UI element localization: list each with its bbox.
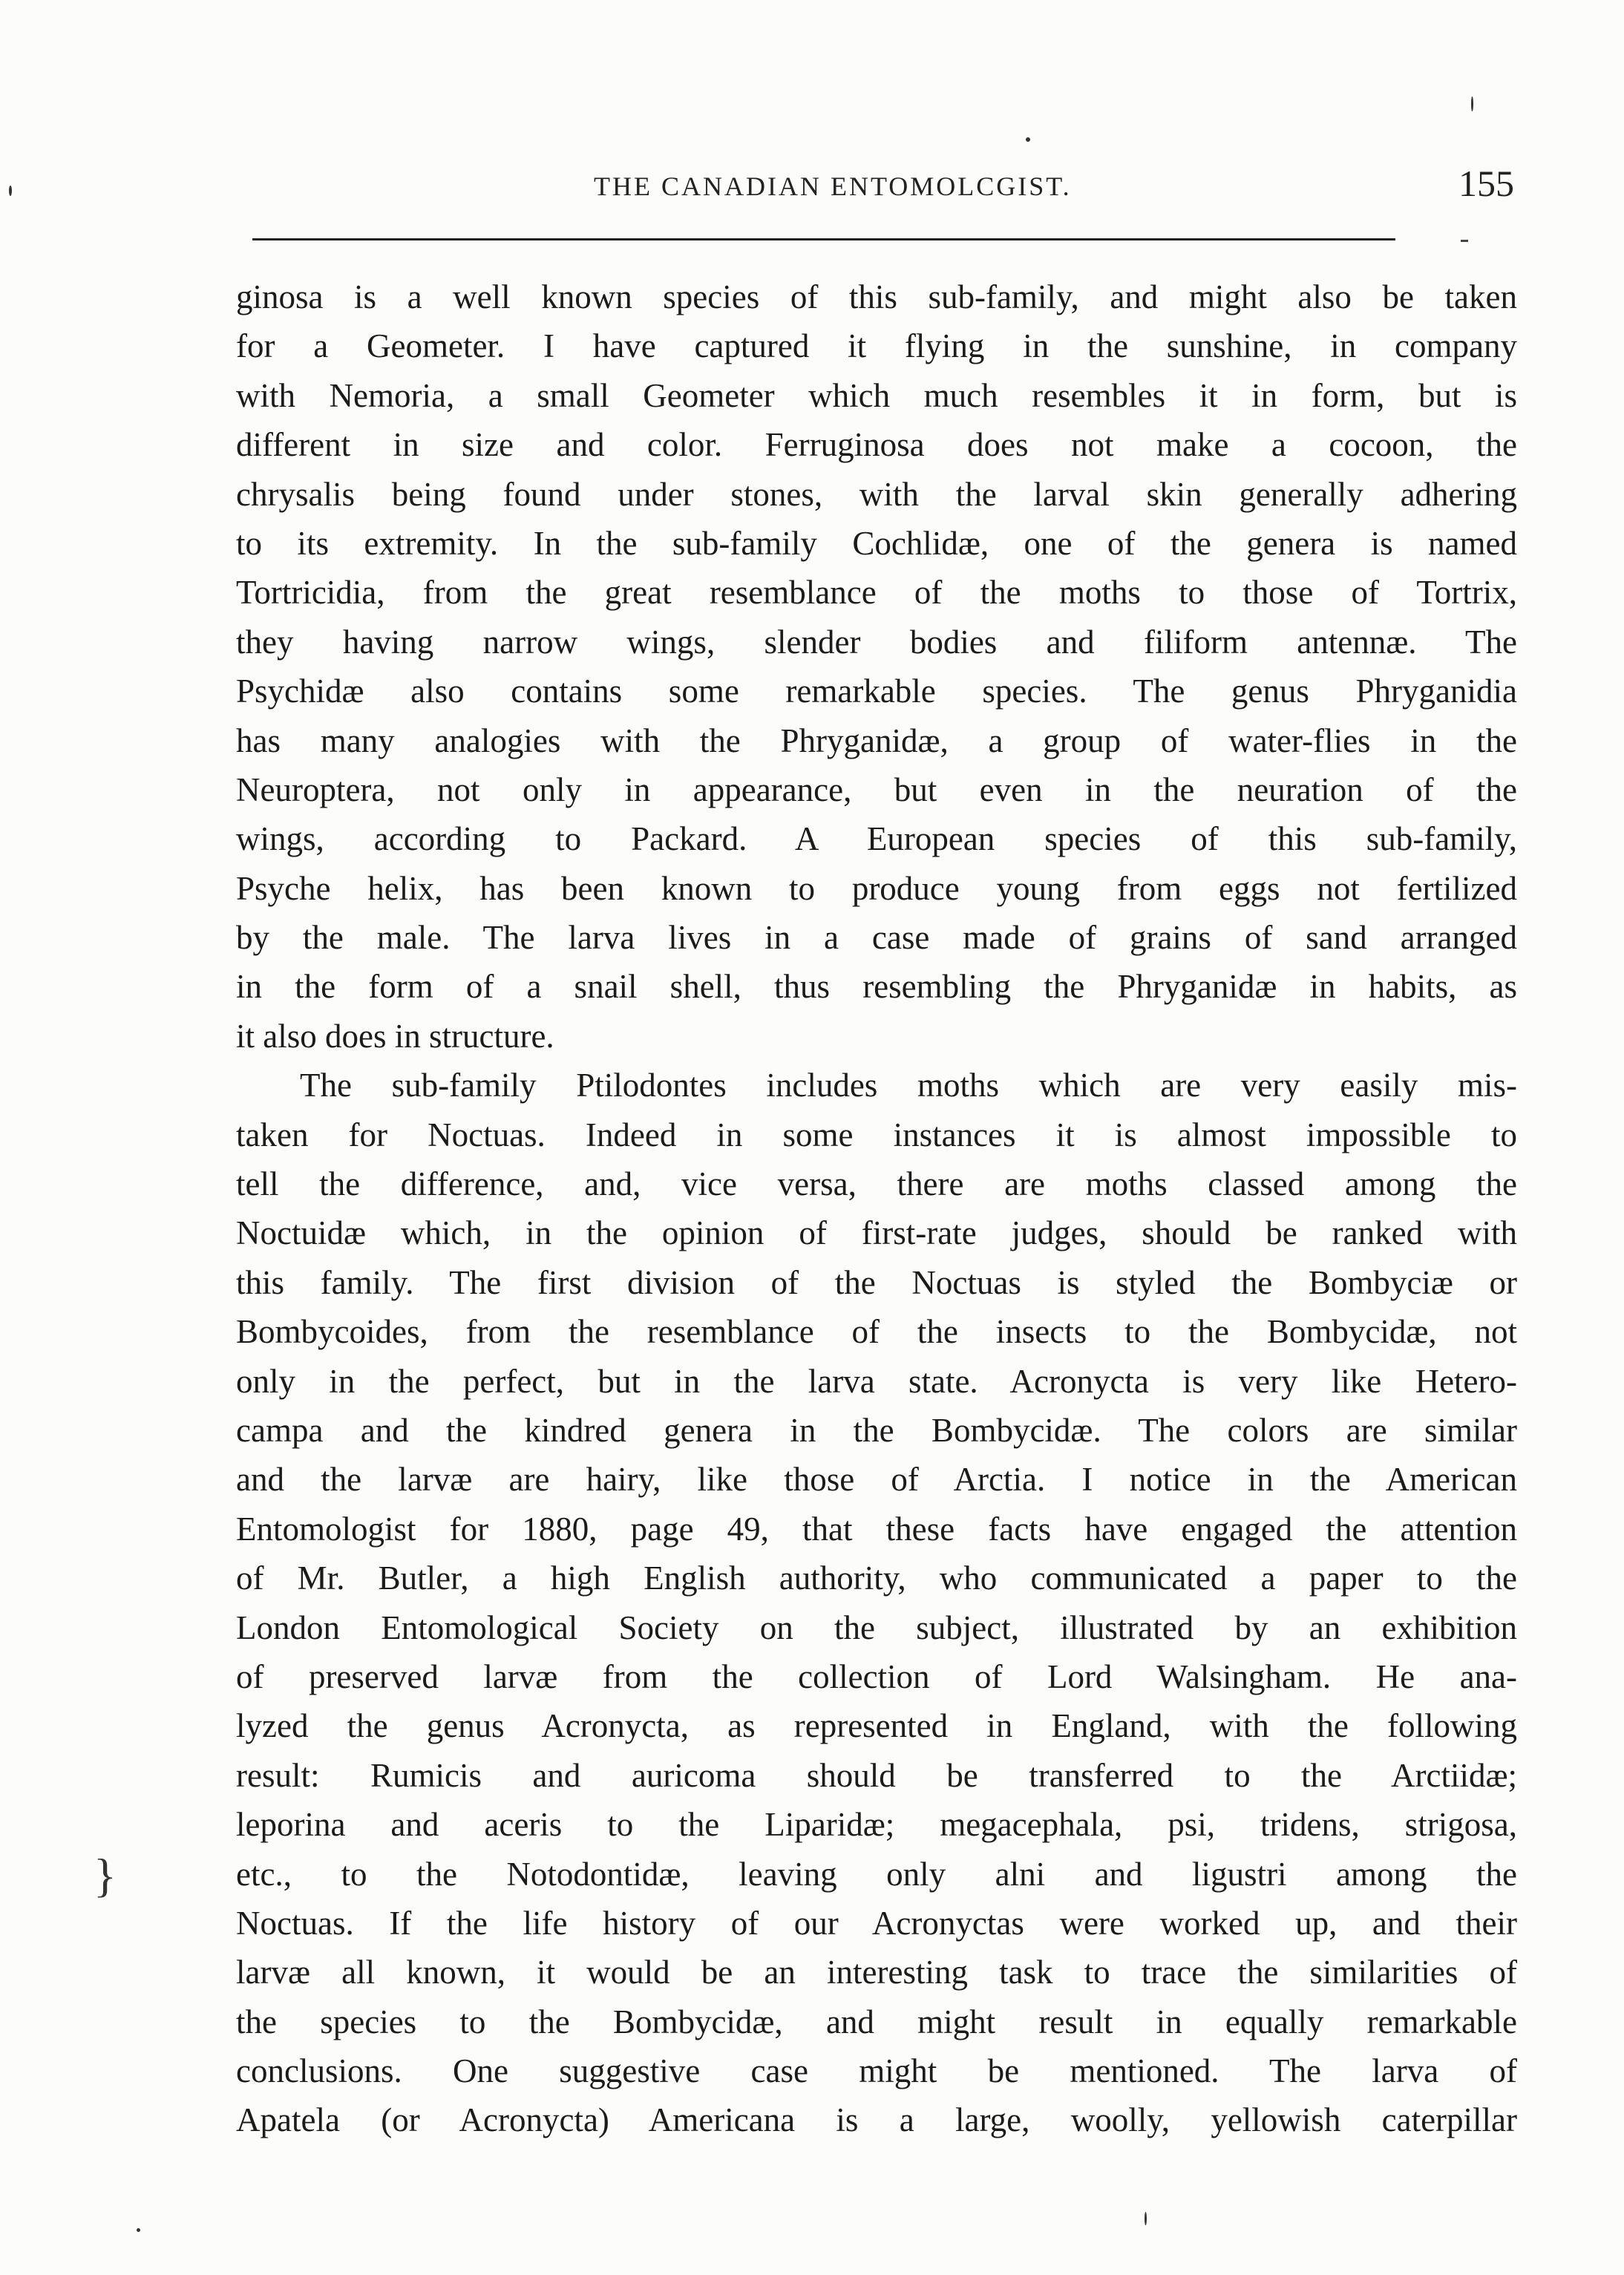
text-line: taken for Noctuas. Indeed in some instances it is almost impossible to [236, 1116, 1517, 1153]
text-line: wings, according to Packard. A European species of this sub-family, [236, 820, 1517, 858]
text-line: The sub-family Ptilodontes includes moths which are very easily mis- [300, 1067, 1517, 1104]
text-line: larvæ all known, it would be an interesting task to trace the similarities of [236, 1954, 1517, 1991]
text-line: Apatela (or Acronycta) Americana is a large, woolly, yellowish caterpillar [236, 2101, 1517, 2139]
text-line: Neuroptera, not only in appearance, but even in the neuration of the [236, 770, 1517, 808]
text-line: Psyche helix, has been known to produce young from eggs not fertilized [236, 869, 1517, 907]
text-line: they having narrow wings, slender bodies and filiform antennæ. The [236, 623, 1517, 661]
text-line: conclusions. One suggestive case might be mentioned. The larva of [236, 2052, 1517, 2090]
text-line: Tortricidia, from the great resemblance of the moths to those of Tortrix, [236, 574, 1517, 612]
text-line: Noctuidæ which, in the opinion of first-rate judges, should be ranked with [236, 1214, 1517, 1252]
text-line: only in the perfect, but in the larva state. Acronycta is very like Hetero- [236, 1362, 1517, 1400]
text-line: the species to the Bombycidæ, and might result in equally remarkable [236, 2003, 1517, 2040]
top-margin-speck [9, 186, 12, 196]
margin-brace-mark: } [94, 1849, 117, 1902]
text-line: London Entomological Society on the subject, illustrated by an exhibition [236, 1608, 1517, 1646]
page-header [245, 162, 1514, 214]
text-line: Entomologist for 1880, page 49, that these facts have engaged the attention [236, 1510, 1517, 1548]
text-line: this family. The first division of the Noctuas is styled the Bombyciæ or [236, 1263, 1517, 1301]
running-head: THE CANADIAN ENTOMOLCGIST. [594, 171, 1072, 201]
text-line: of preserved larvæ from the collection of Lord Walsingham. He ana- [236, 1657, 1517, 1695]
text-line: for a Geometer. I have captured it flying in the sunshine, in company [236, 327, 1517, 365]
text-line: ginosa is a well known species of this sub-family, and might also be taken [236, 278, 1517, 315]
text-line: leporina and aceris to the Liparidæ; megacephala, psi, tridens, strigosa, [236, 1806, 1517, 1844]
text-line: different in size and color. Ferruginosa does not make a cocoon, the [236, 426, 1517, 464]
text-line: etc., to the Notodontidæ, leaving only alni and ligustri among the [236, 1855, 1517, 1893]
rule-dash [1461, 240, 1468, 242]
text-line: by the male. The larva lives in a case made of grains of sand arranged [236, 919, 1517, 957]
text-line: result: Rumicis and auricoma should be transferred to the Arctiidæ; [236, 1756, 1517, 1794]
text-line: campa and the kindred genera in the Bombycidæ. The colors are similar [236, 1411, 1517, 1449]
text-line: with Nemoria, a small Geometer which much resembles it in form, but is [236, 376, 1517, 414]
text-line: lyzed the genus Acronycta, as represented in England, with the following [236, 1707, 1517, 1745]
text-line: Psychidæ also contains some remarkable species. The genus Phryganidia [236, 672, 1517, 710]
text-line: of Mr. Butler, a high English authority, who communicated a paper to the [236, 1559, 1517, 1597]
bottom-left-speck [137, 2228, 140, 2232]
body-text [236, 272, 1517, 2145]
text-line: and the larvæ are hairy, like those of Arctia. I notice in the American [236, 1461, 1517, 1499]
text-line: chrysalis being found under stones, with the larval skin generally adhering [236, 475, 1517, 513]
text-line: Bombycoides, from the resemblance of the insects to the Bombycidæ, not [236, 1313, 1517, 1351]
bottom-right-speck [1145, 2212, 1147, 2225]
text-line: in the form of a snail shell, thus resembling the Phryganidæ in habits, as [236, 968, 1517, 1006]
text-line: Noctuas. If the life history of our Acronyctas were worked up, and their [236, 1904, 1517, 1942]
text-line: tell the difference, and, vice versa, there are moths classed among the [236, 1165, 1517, 1203]
top-center-speck [1026, 137, 1030, 142]
text-line: it also does in structure. [236, 1017, 554, 1055]
page-number: 155 [1458, 163, 1514, 204]
top-right-speck [1471, 96, 1473, 111]
text-line: to its extremity. In the sub-family Cochlidæ, one of the genera is named [236, 524, 1517, 562]
header-rule [252, 238, 1395, 240]
text-line: has many analogies with the Phryganidæ, a group of water-flies in the [236, 721, 1517, 759]
